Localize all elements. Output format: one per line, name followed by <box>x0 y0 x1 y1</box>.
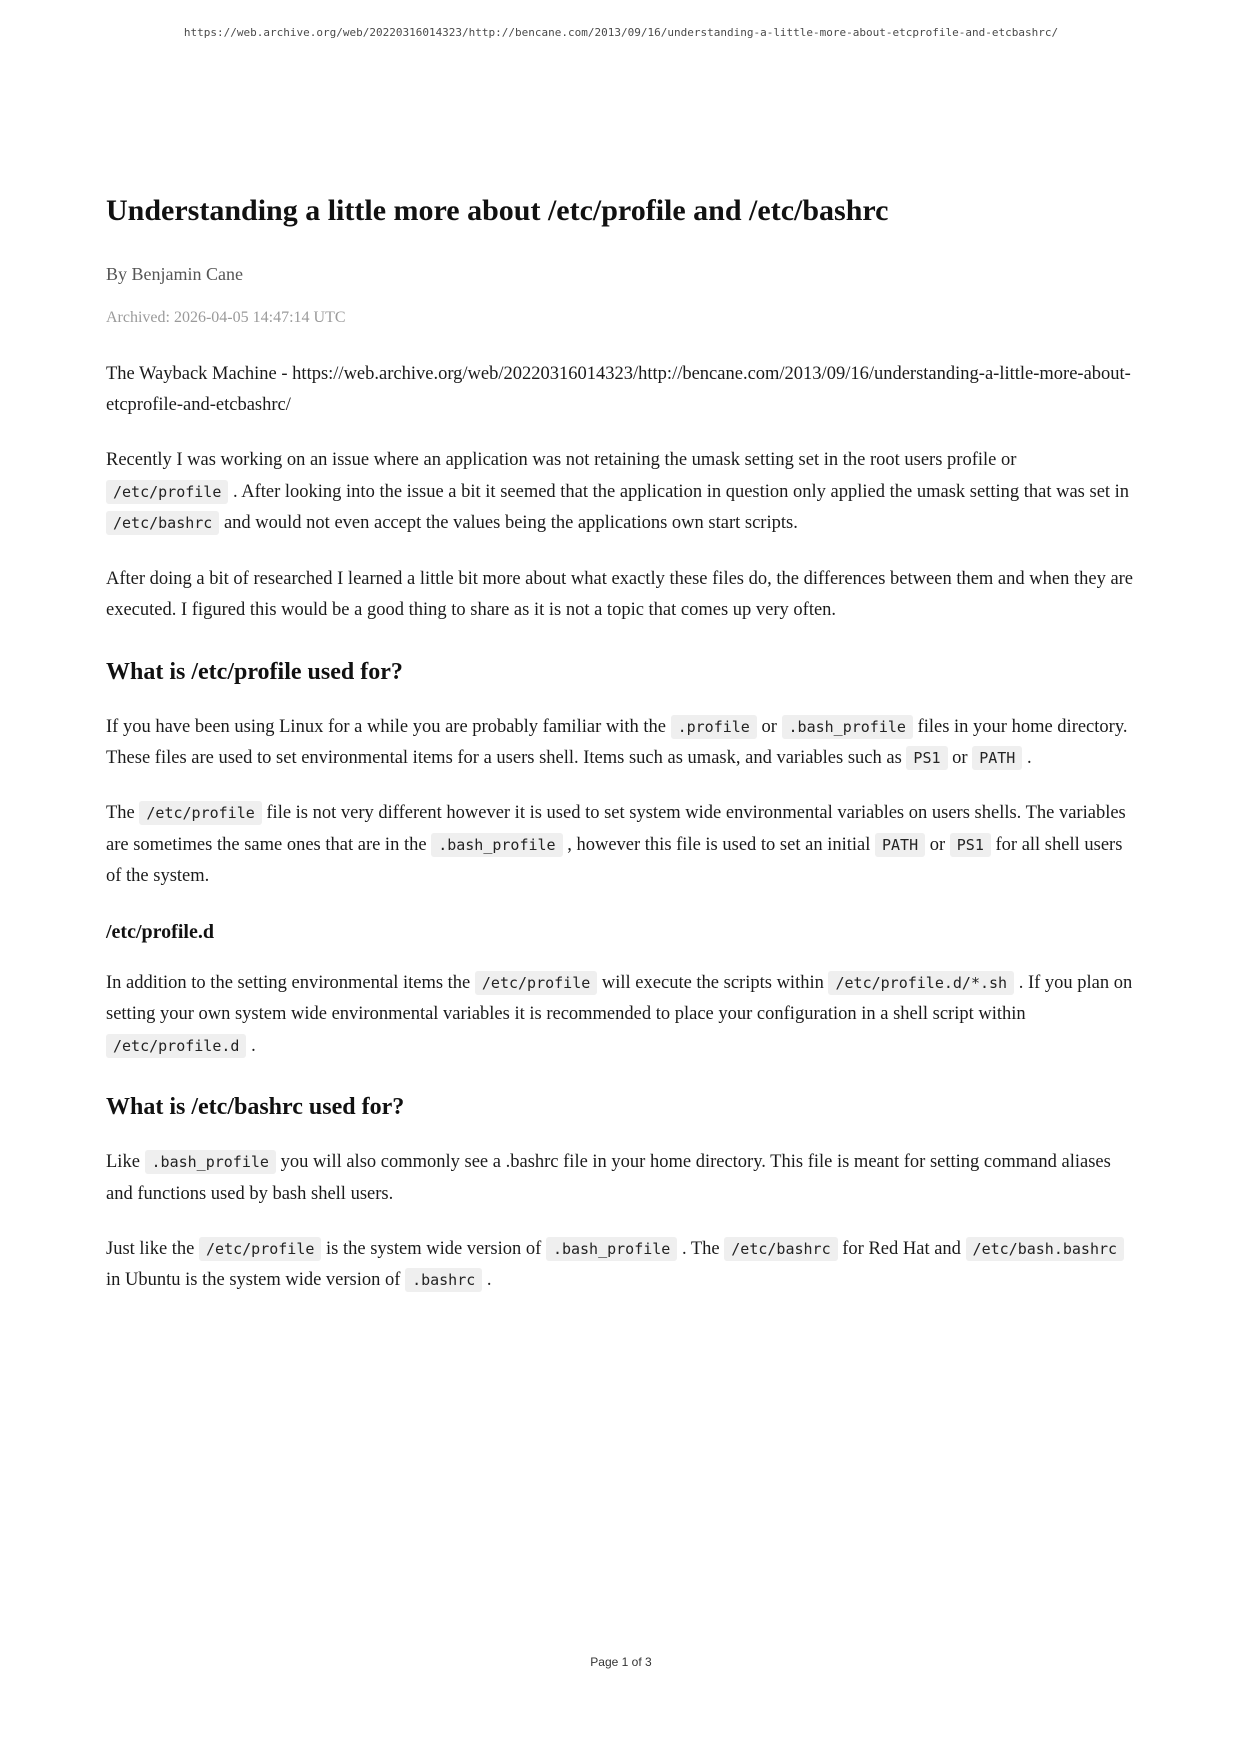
archive-url-header: https://web.archive.org/web/20220316014323/http://bencane.com/2013/09/16/understanding-a-little-more-about-etcprofile-and-etcbashrc/ <box>183 26 1059 39</box>
section-heading: What is /etc/profile used for? <box>106 658 403 685</box>
inline-code: /etc/profile.d/*.sh <box>828 971 1014 995</box>
inline-code: /etc/profile <box>199 1237 321 1261</box>
article-body <box>106 359 1136 1297</box>
inline-code: PS1 <box>950 833 991 857</box>
paragraph: Just like the /etc/profile is the system wide version of .bash_profile . The /etc/bashrc for Red Hat and /etc/bash.bashrc in Ubuntu is the system wide version of .bashrc . <box>106 1234 1136 1297</box>
inline-code: .bash_profile <box>431 833 562 857</box>
inline-code: PS1 <box>906 746 947 770</box>
paragraph: Recently I was working on an issue where an application was not retaining the umask setting set in the root users profile or /etc/profile . After looking into the issue a bit it seemed that the application in question only applied the umask setting that was set in /etc/bashrc and would not even accept the values being the applications own start scripts. <box>106 450 1130 534</box>
inline-code: /etc/bashrc <box>106 511 219 535</box>
paragraph: Like .bash_profile you will also commonly see a .bashrc file in your home directory. This file is meant for setting command aliases and functions used by bash shell users. <box>106 1152 1111 1204</box>
inline-code: .bash_profile <box>145 1150 276 1174</box>
inline-code: .bash_profile <box>546 1237 677 1261</box>
page-number: Page 1 of 3 <box>590 1655 652 1669</box>
paragraph: In addition to the setting environmental items the /etc/profile will execute the scripts within /etc/profile.d/*.sh . If you plan on setting your own system wide environmental variables it is recommended to place your configuration in a shell script within /etc/profile.d . <box>106 972 1133 1056</box>
page-title: Understanding a little more about /etc/profile and /etc/bashrc <box>106 194 889 227</box>
inline-code: /etc/bashrc <box>724 1237 837 1261</box>
paragraph: If you have been using Linux for a while you are probably familiar with the .profile or .bash_profile files in your home directory. These files are used to set environmental items for a users shell. Items such as umask, and variables such as PS1 or PATH . <box>106 716 1128 768</box>
archived-timestamp: Archived: 2026-04-05 14:47:14 UTC <box>106 308 346 326</box>
inline-code: /etc/bash.bashrc <box>966 1237 1125 1261</box>
paragraph: The Wayback Machine - https://web.archive.org/web/20220316014323/http://bencane.com/2013/09/16/understanding-a-little-more-about-etcprofile-and-etcbashrc/ <box>106 363 1131 415</box>
paragraph: After doing a bit of researched I learned a little bit more about what exactly these files do, the differences between them and when they are executed. I figured this would be a good thing to share as it is not a topic that comes up very often. <box>106 568 1134 621</box>
inline-code: .bash_profile <box>782 715 913 739</box>
subsection-heading: /etc/profile.d <box>106 920 214 943</box>
inline-code: /etc/profile.d <box>106 1034 246 1058</box>
inline-code: PATH <box>875 833 925 857</box>
inline-code: /etc/profile <box>139 801 261 825</box>
inline-code: /etc/profile <box>106 480 228 504</box>
section-heading: What is /etc/bashrc used for? <box>106 1094 405 1121</box>
paragraph: The /etc/profile file is not very different however it is used to set system wide environmental variables on users shells. The variables are sometimes the same ones that are in the .bash_profile , however this file is used to set an initial PATH or PS1 for all shell users of the system. <box>106 803 1126 887</box>
inline-code: PATH <box>972 746 1022 770</box>
inline-code: .profile <box>671 715 757 739</box>
inline-code: .bashrc <box>405 1268 482 1292</box>
inline-code: /etc/profile <box>475 971 597 995</box>
byline: By Benjamin Cane <box>106 263 243 284</box>
